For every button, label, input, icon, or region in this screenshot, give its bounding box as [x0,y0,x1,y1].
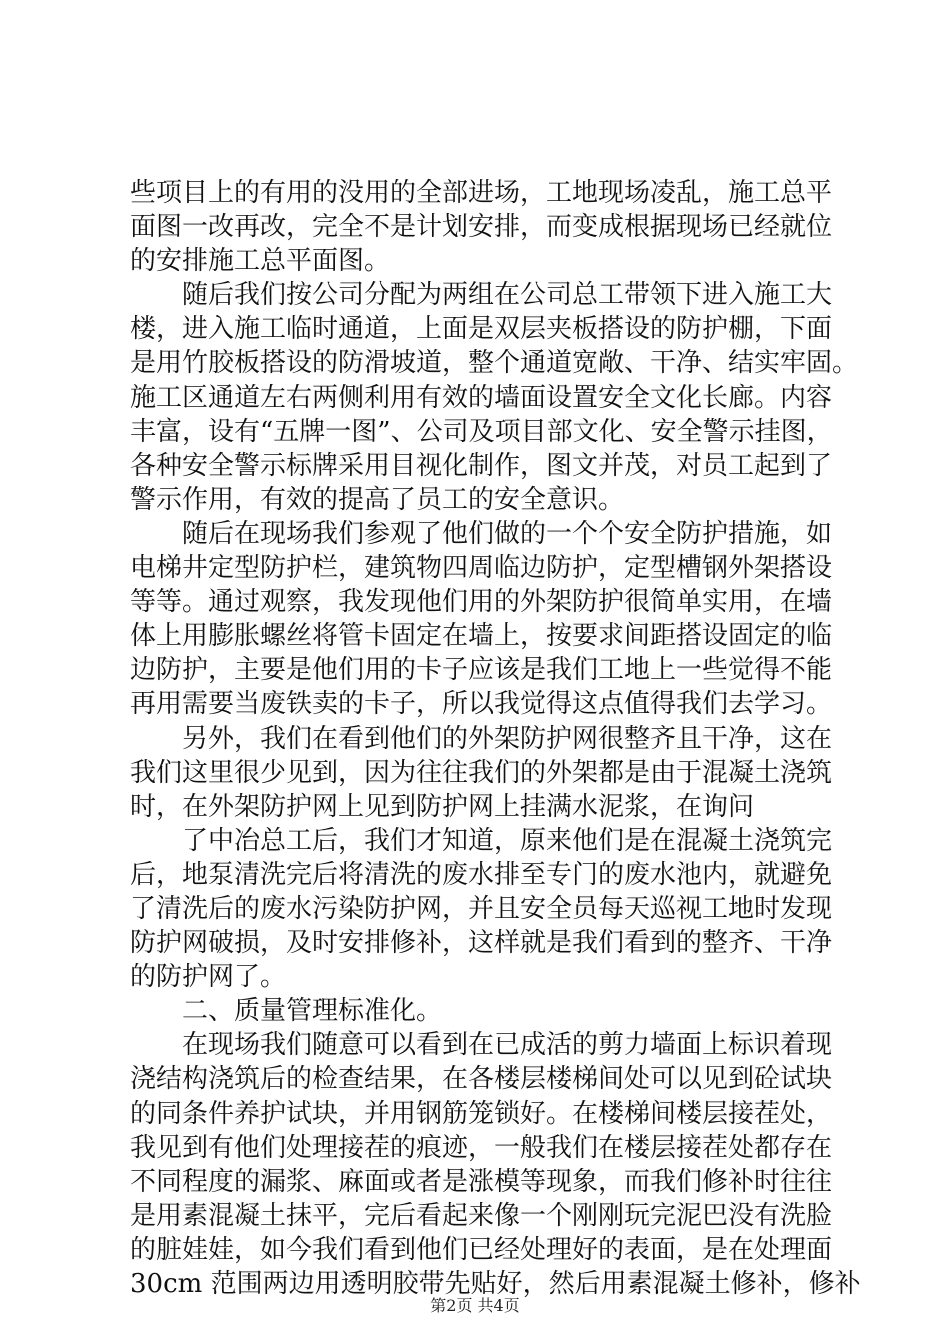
text-line: 体上用膨胀螺丝将管卡固定在墙上，按要求间距搭设固定的临 [130,621,833,652]
text-line: 随后在现场我们参观了他们做的一个个安全防护措施，如 [182,518,833,549]
text-line: 随后我们按公司分配为两组在公司总工带领下进入施工大 [182,280,833,311]
text-line: 不同程度的漏浆、麻面或者是涨模等现象，而我们修补时往往 [130,1166,833,1197]
text-line: 浇结构浇筑后的检查结果，在各楼层楼梯间处可以见到砼试块 [130,1064,833,1095]
text-line: 后，地泵清洗完后将清洗的废水排至专门的废水池内，就避免 [130,859,833,890]
text-line: 了清洗后的废水污染防护网，并且安全员每天巡视工地时发现 [130,893,833,924]
text-line: 了中冶总工后，我们才知道，原来他们是在混凝土浇筑完 [182,825,833,856]
text-line: 楼，进入施工临时通道，上面是双层夹板搭设的防护棚，下面 [130,314,833,345]
page-number-footer: 第2页 共4页 [430,1296,520,1315]
text-line: 等等。通过观察，我发现他们用的外架防护很简单实用，在墙 [130,587,833,618]
text-line: 电梯井定型防护栏，建筑物四周临边防护，定型槽钢外架搭设 [130,553,833,584]
text-line: 警示作用，有效的提高了员工的安全意识。 [130,484,625,515]
text-line: 施工区通道左右两侧利用有效的墙面设置安全文化长廊。内容 [130,382,833,413]
text-line: 时，在外架防护网上见到防护网上挂满水泥浆，在询问 [130,791,755,822]
text-line: 30cm 范围两边用透明胶带先贴好，然后用素混凝土修补，修补 [130,1269,861,1299]
text-line: 面图一改再改，完全不是计划安排，而变成根据现场已经就位 [130,212,833,243]
text-line: 的脏娃娃，如今我们看到他们已经处理好的表面，是在处理面 [130,1234,833,1265]
text-line: 的安排施工总平面图。 [130,246,391,277]
text-line: 是用竹胶板搭设的防滑坡道，整个通道宽敞、干净、结实牢固。 [130,348,859,379]
text-line: 我见到有他们处理接茬的痕迹，一般我们在楼层接茬处都存在 [130,1132,833,1163]
text-line: 边防护，主要是他们用的卡子应该是我们工地上一些觉得不能 [130,655,833,686]
text-line: 丰富，设有“五牌一图”、公司及项目部文化、安全警示挂图， [130,416,833,447]
text-line: 的防护网了。 [130,962,287,993]
section-heading: 二、质量管理标准化。 [182,996,443,1027]
text-line: 我们这里很少见到，因为往往我们的外架都是由于混凝土浇筑 [130,757,833,788]
text-line: 防护网破损，及时安排修补，这样就是我们看到的整齐、干净 [130,928,833,959]
text-line: 在现场我们随意可以看到在已成活的剪力墙面上标识着现 [182,1030,833,1061]
text-line: 各种安全警示标牌采用目视化制作，图文并茂，对员工起到了 [130,450,833,481]
text-line: 再用需要当废铁卖的卡子，所以我觉得这点值得我们去学习。 [130,689,833,720]
text-line: 的同条件养护试块，并用钢筋笼锁好。在楼梯间楼层接茬处， [130,1098,833,1129]
text-line: 些项目上的有用的没用的全部进场，工地现场凌乱，施工总平 [130,178,833,208]
document-body [130,176,861,1301]
text-line: 是用素混凝土抹平，完后看起来像一个刚刚玩完泥巴没有洗脸 [130,1200,833,1231]
text-line: 另外，我们在看到他们的外架防护网很整齐且干净，这在 [182,723,833,754]
